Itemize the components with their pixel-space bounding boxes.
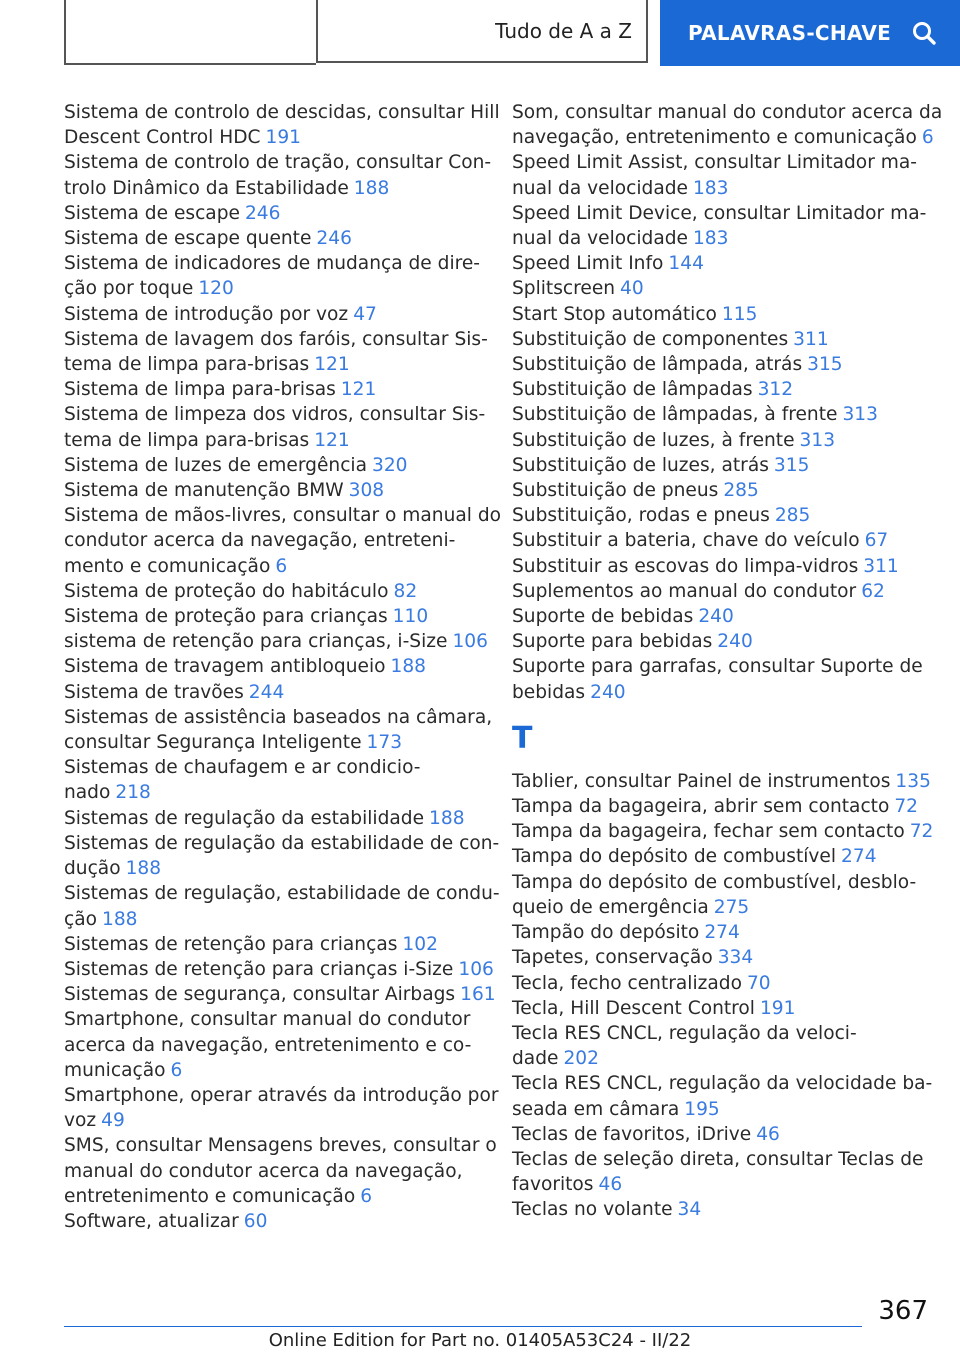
- index-column-right: [512, 100, 943, 1223]
- index-entry: [512, 996, 932, 1021]
- index-entry-term: Substituição de luzes, à frente: [512, 429, 795, 451]
- index-entry: [64, 579, 484, 604]
- index-entry-text: [64, 780, 484, 805]
- index-entry: [512, 1197, 932, 1222]
- index-entry-term: Suporte de bebidas: [512, 606, 694, 628]
- page-link[interactable]: 315: [807, 354, 843, 376]
- index-entry: [64, 755, 484, 805]
- index-entry-text: [512, 895, 932, 920]
- index-entry-text: [512, 125, 934, 150]
- index-entry-term: entretenimento e comunicação: [64, 1185, 356, 1207]
- page-link[interactable]: 285: [723, 480, 759, 502]
- index-entry-text: [512, 226, 932, 251]
- index-entry-text: [512, 819, 934, 844]
- index-entry-term: Substituição de lâmpadas, à frente: [512, 404, 838, 426]
- page-link[interactable]: 34: [677, 1199, 702, 1221]
- index-entry-term: Tampa da bagageira, abrir sem contacto: [512, 796, 890, 818]
- page-link[interactable]: 67: [864, 530, 889, 552]
- index-entry-term: nual da velocidade: [512, 228, 688, 250]
- page-link[interactable]: 6: [360, 1185, 373, 1207]
- index-entry-text: [512, 945, 932, 970]
- index-entry: [64, 604, 484, 629]
- index-entry-text: [512, 528, 932, 553]
- index-entry: [512, 1147, 932, 1197]
- index-entry-text: [64, 654, 484, 679]
- page-link[interactable]: 240: [717, 631, 753, 653]
- page-link[interactable]: 70: [746, 972, 771, 994]
- index-entry: [512, 971, 932, 996]
- index-entry-text: [64, 125, 484, 150]
- index-entry: [64, 503, 502, 579]
- index-entry: [512, 251, 932, 276]
- index-entry-text: [512, 1122, 932, 1147]
- index-entry-text: Sistemas de regulação, estabilidade de condu-: [64, 883, 500, 905]
- page-link[interactable]: 246: [244, 202, 281, 224]
- index-entry-text: Sistema de controlo de tração, consultar Con-: [64, 152, 492, 174]
- index-entry-term: Sistema de escape quente: [64, 228, 312, 250]
- index-entry-term: Sistemas de retenção para crianças i-Size: [64, 958, 454, 980]
- index-entry-term: seada em câmara: [512, 1098, 680, 1120]
- page-link[interactable]: 320: [371, 454, 408, 476]
- index-entry: [64, 881, 500, 931]
- index-entry-term: municação: [64, 1059, 166, 1081]
- index-entry: [64, 251, 484, 301]
- index-entry: [64, 1083, 499, 1133]
- index-entry-term: Tapetes, conservação: [512, 947, 713, 969]
- index-entry: [64, 478, 484, 503]
- index-entry: [64, 402, 484, 452]
- index-entry: [512, 819, 932, 844]
- page-link[interactable]: 285: [774, 505, 811, 527]
- page-link[interactable]: 46: [598, 1174, 623, 1196]
- page-link[interactable]: 313: [799, 429, 836, 451]
- index-entry-term: Substituição, rodas e pneus: [512, 505, 770, 527]
- index-entry-text: [512, 377, 932, 402]
- index-entry: [512, 528, 932, 553]
- page-link[interactable]: 311: [863, 555, 899, 577]
- page-link[interactable]: 308: [348, 480, 385, 502]
- page-link[interactable]: 313: [842, 404, 878, 426]
- page-link[interactable]: 173: [366, 732, 403, 754]
- index-entry-term: Substituir as escovas do limpa-vidros: [512, 555, 859, 577]
- page-link[interactable]: 110: [392, 606, 429, 628]
- index-entry-term: Tecla, Hill Descent Control: [512, 997, 755, 1019]
- page-link[interactable]: 188: [429, 807, 465, 829]
- index-entry-term: nual da velocidade: [512, 177, 688, 199]
- index-entry-text: [512, 996, 932, 1021]
- page-link[interactable]: 202: [563, 1048, 599, 1070]
- index-entry-text: Tecla RES CNCL, regulação da veloci-: [512, 1022, 857, 1044]
- index-entry-text: [512, 1046, 932, 1071]
- page-link[interactable]: 6: [170, 1059, 183, 1081]
- page-link[interactable]: 311: [793, 328, 829, 350]
- index-entry: [64, 680, 484, 705]
- index-entry-term: Sistema de limpa para-brisas: [64, 379, 336, 401]
- page-link[interactable]: 188: [125, 858, 162, 880]
- index-entry: [64, 100, 500, 150]
- tab-keywords[interactable]: [660, 0, 960, 66]
- index-entry-text: [64, 932, 484, 957]
- page-link[interactable]: 40: [620, 278, 644, 300]
- index-entry-text: [512, 302, 932, 327]
- index-entry: [64, 806, 484, 831]
- index-entry: [64, 1007, 484, 1083]
- index-entry-text: [64, 176, 484, 201]
- page-link[interactable]: 246: [316, 228, 352, 250]
- index-entry: [64, 302, 484, 327]
- index-entry-text: [64, 453, 484, 478]
- index-entry-term: Sistema de travagem antibloqueio: [64, 656, 386, 678]
- index-entry-text: [64, 428, 484, 453]
- index-entry: [512, 844, 932, 869]
- index-entry: [64, 1133, 497, 1209]
- page-link[interactable]: 60: [243, 1210, 268, 1232]
- index-entry: [64, 1209, 484, 1234]
- index-entry: [512, 554, 932, 579]
- page-link[interactable]: 183: [692, 177, 729, 199]
- index-entry: [512, 377, 932, 402]
- index-entry-term: Sistema de escape: [64, 202, 240, 224]
- index-column-left: [64, 100, 502, 1234]
- index-entry: [64, 705, 493, 755]
- index-entry: [64, 327, 488, 377]
- index-entry: [512, 604, 932, 629]
- index-entry: [512, 201, 932, 251]
- index-entry-term: consultar Segurança Inteligente: [64, 732, 362, 754]
- index-entry-term: Substituição de componentes: [512, 328, 789, 350]
- index-entry-term: ção por toque: [64, 278, 194, 300]
- page-link[interactable]: 121: [340, 379, 377, 401]
- index-entry-text: [512, 680, 932, 705]
- index-entry: [512, 629, 932, 654]
- index-entry: [512, 352, 932, 377]
- page-link[interactable]: 275: [713, 896, 750, 918]
- index-entry-term: tema de limpa para-brisas: [64, 429, 310, 451]
- index-entry-text: [512, 251, 932, 276]
- index-entry-text: Smartphone, consultar manual do condutor: [64, 1009, 471, 1031]
- index-entry-text: [64, 629, 488, 654]
- page-link[interactable]: 195: [684, 1098, 720, 1120]
- index-entry-term: Sistemas de regulação da estabilidade: [64, 807, 425, 829]
- index-entry-text: [64, 1209, 484, 1234]
- keywords-label: PALAVRAS-CHAVE: [688, 21, 892, 45]
- page-link[interactable]: 72: [909, 821, 934, 843]
- index-entry-text: Sistemas de regulação da estabilidade de con-: [64, 832, 500, 854]
- index-entry-term: Sistema de proteção do habitáculo: [64, 580, 389, 602]
- index-entry-term: tema de limpa para-brisas: [64, 354, 310, 376]
- index-entry: [512, 920, 932, 945]
- page-link[interactable]: 188: [353, 177, 390, 199]
- page-header: [0, 0, 960, 66]
- index-entry-text: [64, 856, 484, 881]
- index-entry: [64, 150, 492, 200]
- index-entry-term: favoritos: [512, 1174, 594, 1196]
- index-entry: [64, 226, 484, 251]
- page-link[interactable]: 6: [275, 555, 288, 577]
- index-entry-term: Tecla, fecho centralizado: [512, 972, 742, 994]
- index-entry-text: [64, 377, 484, 402]
- index-entry-term: Sistema de travões: [64, 681, 244, 703]
- index-entry: [64, 932, 484, 957]
- page-link[interactable]: 121: [314, 354, 350, 376]
- index-entry-term: Start Stop automático: [512, 303, 717, 325]
- page-link[interactable]: 144: [668, 253, 704, 275]
- index-entry: [64, 957, 494, 982]
- index-entry-text: [512, 1172, 932, 1197]
- footer-divider: [64, 1326, 862, 1327]
- index-entry-text: [512, 971, 932, 996]
- index-entry-text: [512, 276, 932, 301]
- index-entry-text: [64, 604, 484, 629]
- index-entry-term: Substituir a bateria, chave do veículo: [512, 530, 860, 552]
- index-entry-text: [512, 920, 932, 945]
- page-link[interactable]: 274: [841, 846, 877, 868]
- index-entry-term: Sistema de luzes de emergência: [64, 454, 367, 476]
- index-entry-term: Speed Limit Info: [512, 253, 664, 275]
- page-link[interactable]: 244: [248, 681, 285, 703]
- page-link[interactable]: 49: [101, 1110, 125, 1132]
- index-entry-text: [64, 680, 484, 705]
- page-link[interactable]: 82: [393, 580, 418, 602]
- index-entry-text: [512, 503, 932, 528]
- page-link[interactable]: 274: [704, 922, 740, 944]
- index-entry-text: [64, 579, 484, 604]
- page-link[interactable]: 191: [265, 127, 301, 149]
- index-entry-text: [64, 1184, 484, 1209]
- index-entry-text: [512, 428, 932, 453]
- page-link[interactable]: 188: [390, 656, 426, 678]
- search-icon[interactable]: [911, 20, 937, 46]
- index-entry-text: Sistema de limpeza dos vidros, consultar Sis-: [64, 404, 486, 426]
- index-entry-text: Sistemas de assistência baseados na câmara,: [64, 706, 493, 728]
- index-entry-text: [512, 1197, 932, 1222]
- index-entry-text: [512, 402, 932, 427]
- index-entry-term: Teclas no volante: [512, 1199, 673, 1221]
- index-entry-term: bebidas: [512, 681, 586, 703]
- index-entry: [512, 428, 932, 453]
- index-entry-term: sistema de retenção para crianças, i-Size: [64, 631, 448, 653]
- page-link[interactable]: 188: [102, 908, 138, 930]
- page-link[interactable]: 161: [460, 984, 496, 1006]
- index-entry-term: Sistemas de retenção para crianças: [64, 933, 398, 955]
- index-entry-term: voz: [64, 1110, 97, 1132]
- index-entry-text: [512, 769, 932, 794]
- page-link[interactable]: 106: [458, 958, 494, 980]
- index-entry: [512, 1071, 932, 1121]
- index-entry-text: Teclas de seleção direta, consultar Teclas de: [512, 1148, 924, 1170]
- index-entry-term: queio de emergência: [512, 896, 709, 918]
- index-entry-text: [64, 1058, 484, 1083]
- index-entry-text: [512, 1097, 932, 1122]
- index-entry-text: Sistema de mãos-livres, consultar o manual do: [64, 505, 502, 527]
- index-entry-text: [512, 579, 932, 604]
- page-link[interactable]: 121: [314, 429, 350, 451]
- index-entry-text: [512, 327, 932, 352]
- page-number: 367: [878, 1296, 928, 1326]
- index-entry-text: manual do condutor acerca da navegação,: [64, 1160, 463, 1182]
- index-entry-term: Suporte para bebidas: [512, 631, 713, 653]
- page-link[interactable]: 312: [757, 379, 794, 401]
- index-entry-term: Descent Control HDC: [64, 127, 261, 149]
- index-entry-text: [512, 453, 932, 478]
- page-link[interactable]: 183: [692, 228, 729, 250]
- index-entry-text: acerca da navegação, entretenimento e co-: [64, 1034, 472, 1056]
- page-link[interactable]: 47: [353, 303, 377, 325]
- index-entry-term: Sistema de manutenção BMW: [64, 480, 344, 502]
- index-entry-text: Sistema de lavagem dos faróis, consultar Sis-: [64, 328, 488, 350]
- index-entry: [512, 870, 932, 920]
- index-entry: [512, 769, 932, 794]
- index-entry-text: [512, 352, 932, 377]
- page-link[interactable]: 102: [402, 933, 438, 955]
- index-entry: [64, 629, 488, 654]
- index-entry-term: Tampa do depósito de combustível: [512, 846, 837, 868]
- index-entry-term: Tablier, consultar Painel de instrumentos: [512, 770, 891, 792]
- index-entry: [512, 302, 932, 327]
- index-entry-text: [64, 554, 484, 579]
- index-entry: [64, 201, 484, 226]
- index-entry-text: [64, 478, 484, 503]
- page-link[interactable]: 240: [590, 681, 626, 703]
- index-entry-text: Tampa do depósito de combustível, desblo-: [512, 871, 917, 893]
- index-entry: [512, 654, 932, 704]
- index-entry-term: Sistemas de segurança, consultar Airbags: [64, 984, 456, 1006]
- section-letter: T: [512, 720, 533, 756]
- index-entry: [512, 945, 932, 970]
- index-entry-text: Smartphone, operar através da introdução por: [64, 1084, 499, 1106]
- index-entry: [512, 794, 932, 819]
- index-group-t: [512, 769, 932, 1223]
- index-entry-text: Sistemas de chaufagem e ar condicio-: [64, 757, 421, 779]
- index-entry: [512, 503, 932, 528]
- index-entry: [512, 1122, 932, 1147]
- index-entry-term: nado: [64, 782, 111, 804]
- index-entry-text: [64, 806, 484, 831]
- index-entry-term: Tampão do depósito: [512, 922, 700, 944]
- page-link[interactable]: 334: [717, 947, 754, 969]
- index-entry-text: Som, consultar manual do condutor acerca da: [512, 102, 943, 123]
- index-entry: [64, 982, 496, 1007]
- index-group-s: [512, 100, 943, 705]
- index-entry-term: Teclas de favoritos, iDrive: [512, 1123, 752, 1145]
- index-entry-text: [512, 478, 932, 503]
- index-entry-text: condutor acerca da navegação, entreteni-: [64, 530, 456, 552]
- tab-tudo-de-a-a-z[interactable]: [316, 0, 648, 63]
- page-link[interactable]: 46: [756, 1123, 780, 1145]
- index-entry-text: [64, 730, 484, 755]
- index-entry-term: dução: [64, 858, 121, 880]
- index-entry: [512, 100, 943, 150]
- index-entry-term: ção: [64, 908, 97, 930]
- index-entry-term: Substituição de luzes, atrás: [512, 454, 769, 476]
- index-entry-text: Suporte para garrafas, consultar Suporte de: [512, 656, 923, 678]
- page-link[interactable]: 72: [894, 796, 919, 818]
- index-entry-text: Speed Limit Assist, consultar Limitador ma-: [512, 152, 917, 174]
- page-link[interactable]: 6: [921, 127, 934, 149]
- index-entry-text: Sistema de indicadores de mudança de dire-: [64, 253, 481, 275]
- index-entry-text: [512, 794, 932, 819]
- index-entry: [512, 276, 932, 301]
- index-entry-term: navegação, entretenimento e comunicação: [512, 127, 917, 149]
- header-blank-tab: [64, 0, 316, 65]
- index-entry: [512, 579, 932, 604]
- index-entry-term: Substituição de pneus: [512, 480, 719, 502]
- page-link[interactable]: 191: [759, 997, 796, 1019]
- page-link[interactable]: 218: [115, 782, 151, 804]
- index-entry-term: trolo Dinâmico da Estabilidade: [64, 177, 349, 199]
- index-entry: [512, 150, 932, 200]
- index-entry-term: Sistema de introdução por voz: [64, 303, 349, 325]
- index-entry: [64, 453, 484, 478]
- index-entry: [512, 478, 932, 503]
- page-link[interactable]: 115: [721, 303, 758, 325]
- index-entry-term: Tampa da bagageira, fechar sem contacto: [512, 821, 905, 843]
- index-entry-text: [64, 352, 484, 377]
- index-entry-text: [64, 907, 484, 932]
- index-entry-text: [64, 982, 496, 1007]
- index-entry-text: [64, 302, 484, 327]
- index-entry-text: [512, 176, 932, 201]
- index-entry-term: Suplementos ao manual do condutor: [512, 580, 857, 602]
- tab-label: Tudo de A a Z: [495, 18, 632, 43]
- index-entry-text: [64, 957, 494, 982]
- index-entry-term: Sistema de proteção para crianças: [64, 606, 388, 628]
- index-entry: [512, 453, 932, 478]
- index-entry-term: dade: [512, 1048, 559, 1070]
- index-entry-text: Sistema de controlo de descidas, consultar Hill: [64, 102, 500, 123]
- index-entry: [64, 831, 500, 881]
- page-link[interactable]: 120: [198, 278, 234, 300]
- index-entry-term: Splitscreen: [512, 278, 616, 300]
- index-entry-text: [64, 276, 484, 301]
- index-entry-text: Tecla RES CNCL, regulação da velocidade ba-: [512, 1073, 933, 1095]
- index-entry-term: Substituição de lâmpada, atrás: [512, 354, 803, 376]
- index-entry-term: mento e comunicação: [64, 555, 271, 577]
- index-entry-text: [64, 1108, 484, 1133]
- page-link[interactable]: 62: [861, 580, 885, 602]
- index-entry-text: [512, 554, 932, 579]
- index-entry: [512, 327, 932, 352]
- index-entry-text: [512, 844, 932, 869]
- index-entry-text: [64, 226, 484, 251]
- index-entry-term: Substituição de lâmpadas: [512, 379, 753, 401]
- index-entry: [512, 402, 932, 427]
- page-link[interactable]: 315: [773, 454, 810, 476]
- page-link[interactable]: 106: [452, 631, 488, 653]
- index-entry-text: [512, 604, 932, 629]
- index-entry-term: Software, atualizar: [64, 1210, 239, 1232]
- index-entry: [64, 377, 484, 402]
- index-entry-text: Speed Limit Device, consultar Limitador ma-: [512, 202, 927, 224]
- index-entry-text: [512, 629, 932, 654]
- index-entry-text: SMS, consultar Mensagens breves, consultar o: [64, 1135, 497, 1157]
- page-link[interactable]: 135: [895, 770, 931, 792]
- edition-footer: Online Edition for Part no. 01405A53C24 - II/22: [268, 1330, 692, 1351]
- page-link[interactable]: 240: [698, 606, 734, 628]
- index-entry: [512, 1021, 932, 1071]
- index-entry: [64, 654, 484, 679]
- index-entry-text: [64, 201, 484, 226]
